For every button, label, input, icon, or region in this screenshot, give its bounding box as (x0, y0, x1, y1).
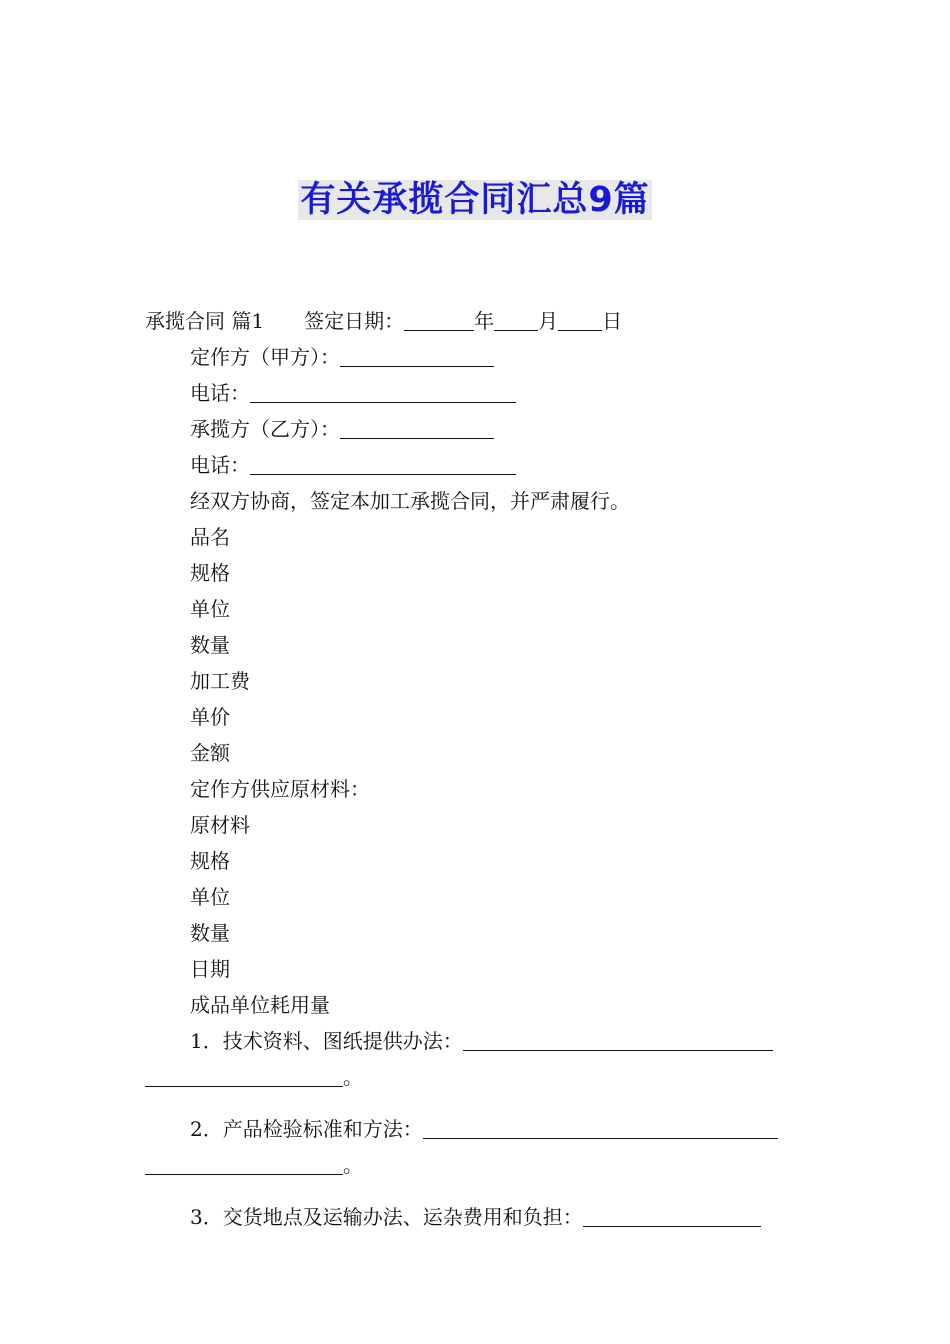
clause-2-end: 。 (343, 1153, 363, 1177)
intro-paragraph: 经双方协商，签定本加工承揽合同，并严肃履行。 (190, 489, 630, 513)
product-field: 单位 (190, 597, 230, 621)
materials-heading: 定作方供应原材料： (190, 777, 370, 801)
party-a-line (145, 339, 807, 375)
material-field: 原材料 (190, 813, 250, 837)
clause-2-blank (423, 1114, 778, 1139)
party-a-label: 定作方（甲方）： (190, 345, 340, 369)
material-field: 单位 (190, 885, 230, 909)
party-a-blank (340, 342, 494, 367)
clause-1 (145, 1023, 807, 1059)
month-label: 月 (538, 309, 559, 333)
material-field: 日期 (190, 957, 230, 981)
clause-1-blank (463, 1026, 773, 1051)
product-field: 规格 (190, 561, 230, 585)
date-label: 签定日期： (304, 309, 405, 333)
phone-b-blank (250, 450, 516, 475)
clause-1-text: 1．技术资料、图纸提供办法： (190, 1029, 463, 1053)
clause-2-blank-cont (145, 1150, 343, 1175)
phone-a-blank (250, 378, 516, 403)
phone-a-line (145, 375, 807, 411)
month-blank (494, 306, 538, 331)
party-b-blank (340, 414, 494, 439)
document-title (0, 176, 950, 224)
material-field: 数量 (190, 921, 230, 945)
document-title-text: 有关承揽合同汇总9篇 (300, 180, 650, 220)
party-b-label: 承揽方（乙方）： (190, 417, 340, 441)
clause-2 (145, 1111, 807, 1147)
clause-2-continuation (145, 1147, 807, 1183)
header-line (145, 303, 807, 339)
product-field: 数量 (190, 633, 230, 657)
year-blank (404, 306, 474, 331)
clause-1-continuation (145, 1059, 807, 1095)
day-label: 日 (602, 309, 623, 333)
material-field: 成品单位耗用量 (190, 993, 330, 1017)
clause-1-end: 。 (343, 1065, 363, 1089)
phone-b-label: 电话： (190, 453, 250, 477)
clause-1-blank-cont (145, 1062, 343, 1087)
clause-2-text: 2．产品检验标准和方法： (190, 1117, 423, 1141)
material-field: 规格 (190, 849, 230, 873)
day-blank (558, 306, 602, 331)
clause-3-blank (583, 1202, 761, 1227)
year-label: 年 (474, 309, 495, 333)
phone-a-label: 电话： (190, 381, 250, 405)
clause-3 (145, 1199, 807, 1235)
clause-3-text: 3．交货地点及运输办法、运杂费用和负担： (190, 1205, 583, 1229)
product-field: 品名 (190, 525, 230, 549)
party-b-line (145, 411, 807, 447)
phone-b-line (145, 447, 807, 483)
product-field: 加工费 (190, 669, 250, 693)
document-body (145, 303, 807, 1235)
part-label: 承揽合同 篇1 (145, 309, 265, 333)
product-field: 单价 (190, 705, 230, 729)
product-field: 金额 (190, 741, 230, 765)
